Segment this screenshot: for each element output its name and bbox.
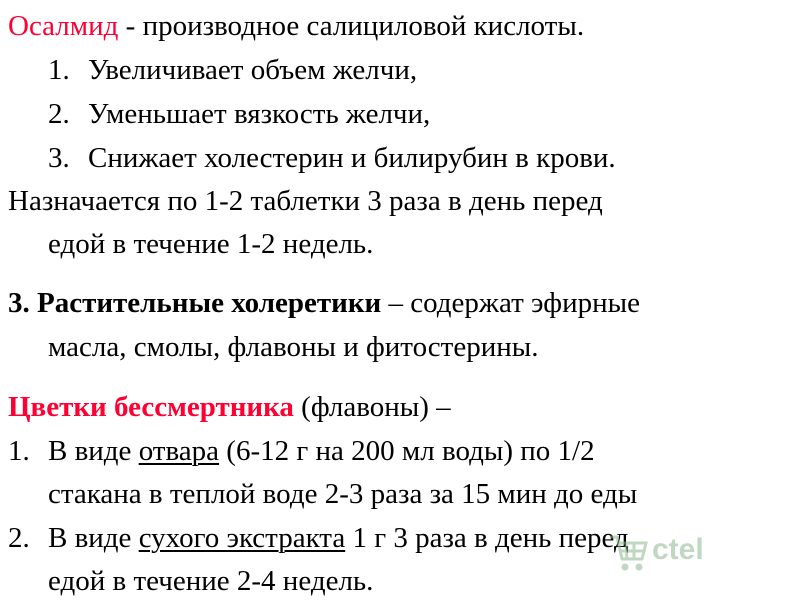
list1-number-3: 3. — [48, 142, 70, 174]
watermark-text: ctel — [652, 533, 704, 566]
dosage-line-2: едой в течение 1-2 недель. — [48, 228, 374, 260]
dry-extract-term: сухого экстракта — [138, 522, 346, 554]
herbal-choleretics-line-1 — [8, 286, 640, 320]
list2-item-1-line-2: стакана в теплой воде 2-3 раза за 15 мин до еды — [48, 478, 638, 510]
list2-item-1-prefix: В виде — [48, 435, 139, 467]
list2-item-1-suffix: (6-12 г на 200 мл воды) по 1/2 — [219, 435, 595, 467]
decoction-term: отвара — [138, 435, 220, 467]
watermark — [608, 527, 768, 577]
list1-item-3: Снижает холестерин и билирубин в крови. — [88, 142, 616, 174]
osalmid-description: - производное салициловой кислоты. — [118, 10, 585, 42]
immortelle-description: (флавоны) – — [293, 391, 451, 423]
list1-number-1: 1. — [48, 54, 70, 86]
list2-item-1-line-1 — [48, 434, 595, 468]
osalmid-term: Осалмид — [8, 10, 119, 42]
dosage-line-1: Назначается по 1-2 таблетки 3 раза в день перед — [8, 185, 603, 217]
list1-item-2: Уменьшает вязкость желчи, — [88, 98, 431, 130]
herbal-choleretics-line-2: масла, смолы, флавоны и фитостерины. — [48, 331, 539, 363]
list1-item-1: Увеличивает объем желчи, — [88, 54, 418, 86]
list2-item-2-line-1 — [48, 521, 629, 555]
herbal-choleretics-description: – содержат эфирные — [381, 287, 640, 319]
list2-item-2-suffix: 1 г 3 раза в день перед — [345, 522, 629, 554]
shopping-cart-icon — [608, 531, 650, 575]
immortelle-term: Цветки бессмертника — [8, 391, 294, 423]
list2-item-2-line-2: едой в течение 2-4 недель. — [48, 565, 374, 597]
list2-item-2-prefix: В виде — [48, 522, 139, 554]
osalmid-line — [8, 9, 584, 43]
immortelle-line — [8, 390, 451, 424]
herbal-choleretics-heading: 3. Растительные холеретики — [8, 287, 382, 319]
list1-number-2: 2. — [48, 98, 70, 130]
list2-number-2: 2. — [8, 522, 30, 554]
list2-number-1: 1. — [8, 435, 30, 467]
